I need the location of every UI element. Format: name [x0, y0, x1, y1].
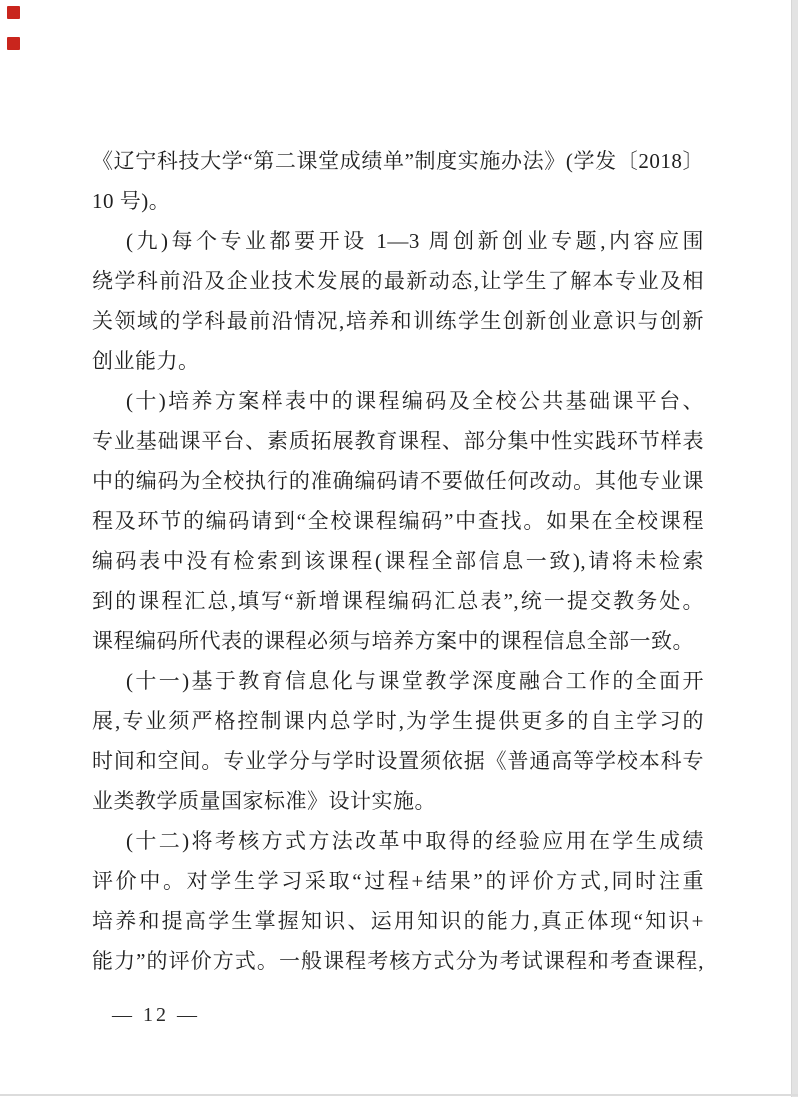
- text-line: 评价中。对学生学习采取“过程+结果”的评价方式,同时注重: [92, 869, 704, 893]
- red-mark-icon: [7, 6, 20, 19]
- text-line: 专业基础课平台、素质拓展教育课程、部分集中性实践环节样表: [92, 429, 704, 453]
- text-line: 编码表中没有检索到该课程(课程全部信息一致),请将未检索: [92, 549, 704, 573]
- text-line: (十一)基于教育信息化与课堂教学深度融合工作的全面开: [126, 669, 704, 693]
- text-line: 业类教学质量国家标准》设计实施。: [92, 789, 436, 813]
- red-mark-icon: [7, 37, 20, 50]
- page-number: — 12 —: [112, 1004, 200, 1026]
- text-line: 程及环节的编码请到“全校课程编码”中查找。如果在全校课程: [92, 509, 704, 533]
- text-line: 展,专业须严格控制课内总学时,为学生提供更多的自主学习的: [92, 709, 704, 733]
- text-line: 课程编码所代表的课程必须与培养方案中的课程信息全部一致。: [92, 629, 694, 653]
- text-line: (十)培养方案样表中的课程编码及全校公共基础课平台、: [126, 389, 704, 413]
- text-line: 能力”的评价方式。一般课程考核方式分为考试课程和考查课程,: [92, 949, 704, 973]
- page-bottom-edge: [0, 1094, 798, 1096]
- text-line: 绕学科前沿及企业技术发展的最新动态,让学生了解本专业及相: [92, 269, 704, 293]
- document-body: [92, 141, 704, 981]
- text-line: 时间和空间。专业学分与学时设置须依据《普通高等学校本科专: [92, 749, 704, 773]
- page-right-edge: [791, 0, 798, 1097]
- text-line: (九)每个专业都要开设 1—3 周创新创业专题,内容应围: [126, 229, 704, 253]
- text-line: 到的课程汇总,填写“新增课程编码汇总表”,统一提交教务处。: [92, 589, 704, 613]
- text-line: 关领域的学科最前沿情况,培养和训练学生创新创业意识与创新: [92, 309, 704, 333]
- text-line: 《辽宁科技大学“第二课堂成绩单”制度实施办法》(学发〔2018〕: [92, 149, 704, 173]
- text-line: 10 号)。: [92, 189, 171, 213]
- text-line: 培养和提高学生掌握知识、运用知识的能力,真正体现“知识+: [92, 909, 704, 933]
- text-line: 中的编码为全校执行的准确编码请不要做任何改动。其他专业课: [92, 469, 704, 493]
- text-line: (十二)将考核方式方法改革中取得的经验应用在学生成绩: [126, 829, 704, 853]
- text-line: 创业能力。: [92, 349, 200, 373]
